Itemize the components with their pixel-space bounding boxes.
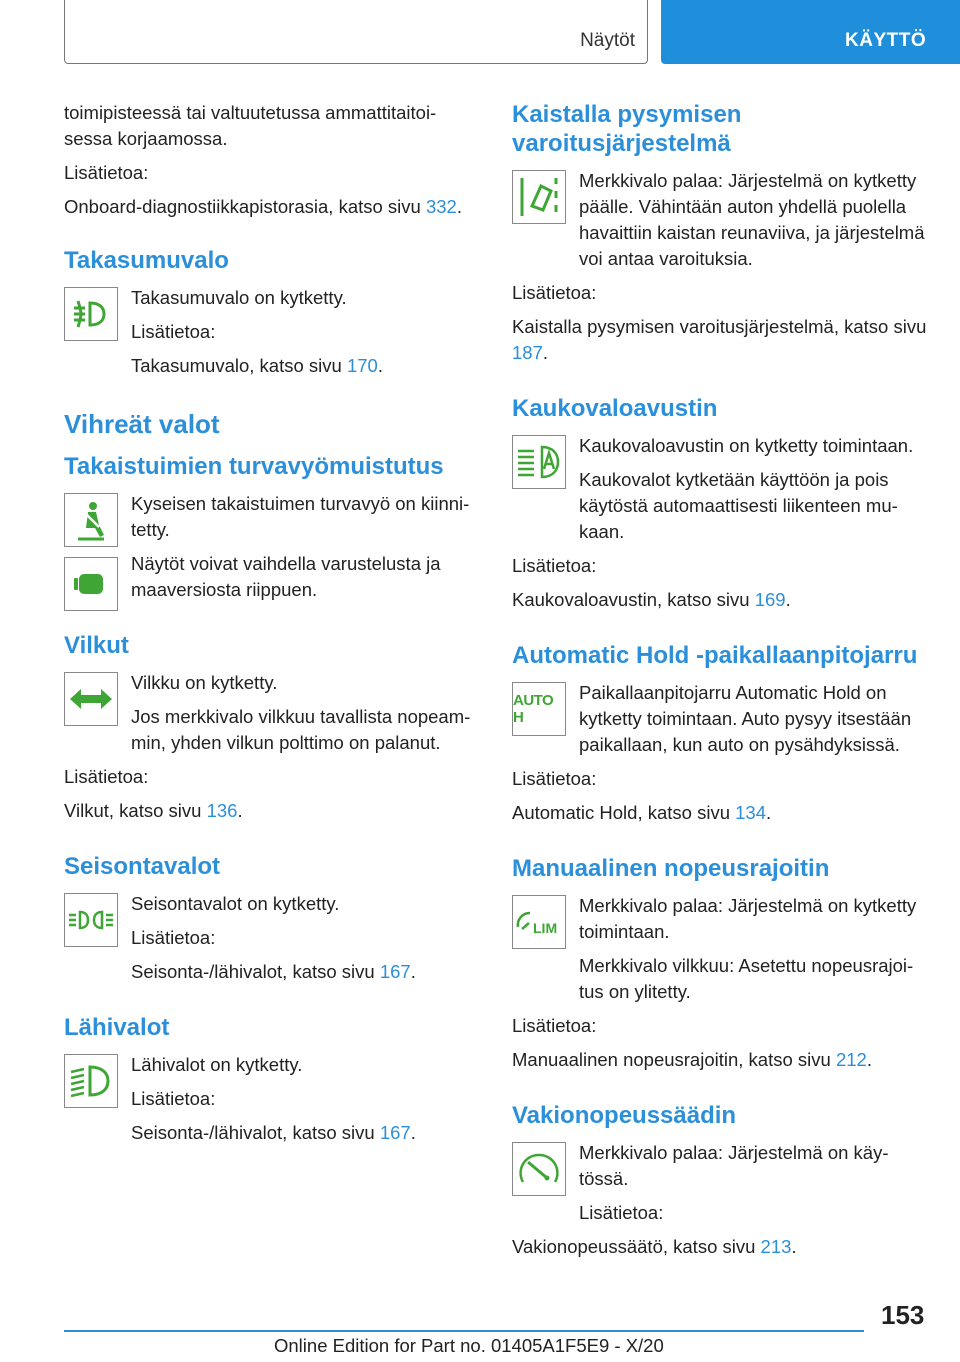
- high-beam-assist-reference: Kaukovaloavustin, katso sivu 169.: [512, 589, 791, 610]
- intro-text: toimipisteessä tai valtuutetussa ammattitaitoi-sessa korjaamossa.: [64, 102, 437, 149]
- auto-hold-heading: Automatic Hold -paikallaanpitojarru: [512, 642, 918, 669]
- indicators-heading: Vilkut: [64, 632, 129, 659]
- indicators-more-info: Lisätietoa:: [64, 766, 149, 787]
- parking-lights-heading: Seisontavalot: [64, 853, 221, 880]
- green-lights-title: Vihreät valot: [64, 409, 220, 439]
- high-beam-assist-icon: [512, 435, 566, 489]
- high-beam-assist-heading: Kaukovaloavustin: [512, 395, 718, 422]
- cruise-control-entry: [512, 1140, 928, 1226]
- speed-limiter-entry: [512, 893, 928, 1005]
- low-beam-heading: Lähivalot: [64, 1014, 170, 1041]
- header-section-label: Näytöt: [580, 30, 635, 51]
- high-beam-assist-more-info: Lisätietoa:: [512, 555, 597, 576]
- seatbelt-text-1: Kyseisen takaistuimen turvavyö on kiinni-tetty.: [131, 493, 470, 540]
- speed-limiter-more-info: Lisätietoa:: [512, 1015, 597, 1036]
- parking-lights-icon: [64, 893, 118, 947]
- footer-divider: [64, 1330, 864, 1332]
- parking-lights-entry: [64, 891, 480, 985]
- left-column: [64, 100, 480, 1154]
- intro-more-info: Lisätietoa:: [64, 162, 149, 183]
- page-link-134[interactable]: 134: [735, 802, 766, 823]
- auto-hold-icon: [512, 682, 566, 736]
- auto-hold-entry: [512, 680, 928, 758]
- high-beam-assist-text-2: Kaukovalot kytketään käyttöön ja pois käytöstä automaattisesti liikenteen mu-kaan.: [579, 469, 898, 542]
- right-column: [512, 100, 928, 1268]
- indicators-entry: [64, 670, 480, 756]
- lane-departure-text-1: Merkkivalo palaa: Järjestelmä on kytketty päälle. Vähintään auton yhdellä puolella havaittiin kaistan reunaviiva, ja järjestelmä voi antaa varoituksia.: [579, 170, 925, 269]
- footer-edition: Online Edition for Part no. 01405A1F5E9 - X/20: [274, 1335, 664, 1356]
- lane-departure-entry: [512, 168, 928, 272]
- low-beam-entry: [64, 1052, 480, 1146]
- seatbelt-icon: [64, 493, 118, 547]
- rear-fog-reference: Takasumuvalo, katso sivu 170.: [131, 355, 383, 376]
- page-link-187[interactable]: 187: [512, 342, 543, 363]
- cruise-control-icon: [512, 1142, 566, 1196]
- cruise-control-text-2: Lisätietoa:: [579, 1202, 664, 1223]
- seatbelt-text-2: Näytöt voivat vaihdella varustelusta ja maaversiosta riippuen.: [131, 553, 441, 600]
- lane-departure-more-info: Lisätietoa:: [512, 282, 597, 303]
- high-beam-assist-entry: [512, 433, 928, 545]
- turn-signal-icon: [64, 672, 118, 726]
- header-chapter-tab: [661, 0, 960, 64]
- rear-fog-heading: Takasumuvalo: [64, 247, 229, 274]
- low-beam-text-1: Lähivalot on kytketty.: [131, 1054, 303, 1075]
- page-link-170[interactable]: 170: [346, 355, 378, 376]
- auto-hold-more-info: Lisätietoa:: [512, 768, 597, 789]
- header-section-tab: [64, 0, 648, 64]
- auto-hold-icon-label: AUTO H: [513, 692, 554, 726]
- high-beam-assist-text-1: Kaukovaloavustin on kytketty toimintaan.: [579, 435, 914, 456]
- rear-fog-text-1: Takasumuvalo on kytketty.: [131, 287, 347, 308]
- rear-fog-text-2: Lisätietoa:: [131, 321, 216, 342]
- rear-fog-entry: [64, 285, 480, 379]
- low-beam-icon: [64, 1054, 118, 1108]
- seatbelt-heading: Takaistuimien turvavyömuistutus: [64, 453, 444, 480]
- page-number: 153: [881, 1300, 925, 1330]
- speed-limiter-icon-label: LIM: [533, 920, 558, 936]
- intro-reference: Onboard-diagnostiikkapistorasia, katso sivu 332.: [64, 196, 462, 217]
- speed-limiter-heading: Manuaalinen nopeusrajoitin: [512, 855, 830, 882]
- page-link-169[interactable]: 169: [754, 589, 786, 610]
- lane-departure-reference: Kaistalla pysymisen varoitusjärjestelmä, katso sivu 187.: [512, 316, 927, 363]
- cruise-control-text-1: Merkkivalo palaa: Järjestelmä on käy-tössä.: [579, 1142, 889, 1189]
- lane-departure-icon: [512, 170, 566, 224]
- parking-lights-text-2: Lisätietoa:: [131, 927, 216, 948]
- auto-hold-reference: Automatic Hold, katso sivu 134.: [512, 802, 772, 823]
- cruise-control-reference: Vakionopeussäätö, katso sivu 213.: [512, 1236, 797, 1257]
- speed-limiter-icon: [512, 895, 566, 949]
- speed-limiter-reference: Manuaalinen nopeusrajoitin, katso sivu 212.: [512, 1049, 872, 1070]
- indicators-reference: Vilkut, katso sivu 136.: [64, 800, 243, 821]
- page-link-212[interactable]: 212: [835, 1049, 867, 1070]
- header-chapter-label: KÄYTTÖ: [845, 30, 927, 51]
- seatbelt-entry: [64, 491, 480, 611]
- page-link-332[interactable]: 332: [425, 196, 457, 217]
- page-link-213[interactable]: 213: [760, 1236, 792, 1257]
- parking-lights-text-1: Seisontavalot on kytketty.: [131, 893, 340, 914]
- page-link-167-a[interactable]: 167: [379, 961, 411, 982]
- page-link-167-b[interactable]: 167: [379, 1122, 411, 1143]
- speed-limiter-text-2: Merkkivalo vilkkuu: Asetettu nopeusrajoi-tus on ylitetty.: [579, 955, 914, 1002]
- auto-hold-text-1: Paikallaanpitojarru Automatic Hold on kytketty toimintaan. Auto pysyy itsestään paikallaan, kun auto on pysähdyksissä.: [579, 682, 912, 755]
- indicators-text-1: Vilkku on kytketty.: [131, 672, 278, 693]
- rear-seat-icon: [64, 557, 118, 611]
- page-link-136[interactable]: 136: [206, 800, 238, 821]
- speed-limiter-text-1: Merkkivalo palaa: Järjestelmä on kytketty toimintaan.: [579, 895, 917, 942]
- cruise-control-heading: Vakionopeussäädin: [512, 1102, 737, 1129]
- lane-departure-heading: Kaistalla pysymisen varoitusjärjestelmä: [512, 101, 742, 157]
- low-beam-text-2: Lisätietoa:: [131, 1088, 216, 1109]
- parking-lights-reference: Seisonta-/lähivalot, katso sivu 167.: [131, 961, 416, 982]
- indicators-text-2: Jos merkkivalo vilkkuu tavallista nopeam-min, yhden vilkun polttimo on palanut.: [131, 706, 471, 753]
- low-beam-reference: Seisonta-/lähivalot, katso sivu 167.: [131, 1122, 416, 1143]
- rear-fog-light-icon: [64, 287, 118, 341]
